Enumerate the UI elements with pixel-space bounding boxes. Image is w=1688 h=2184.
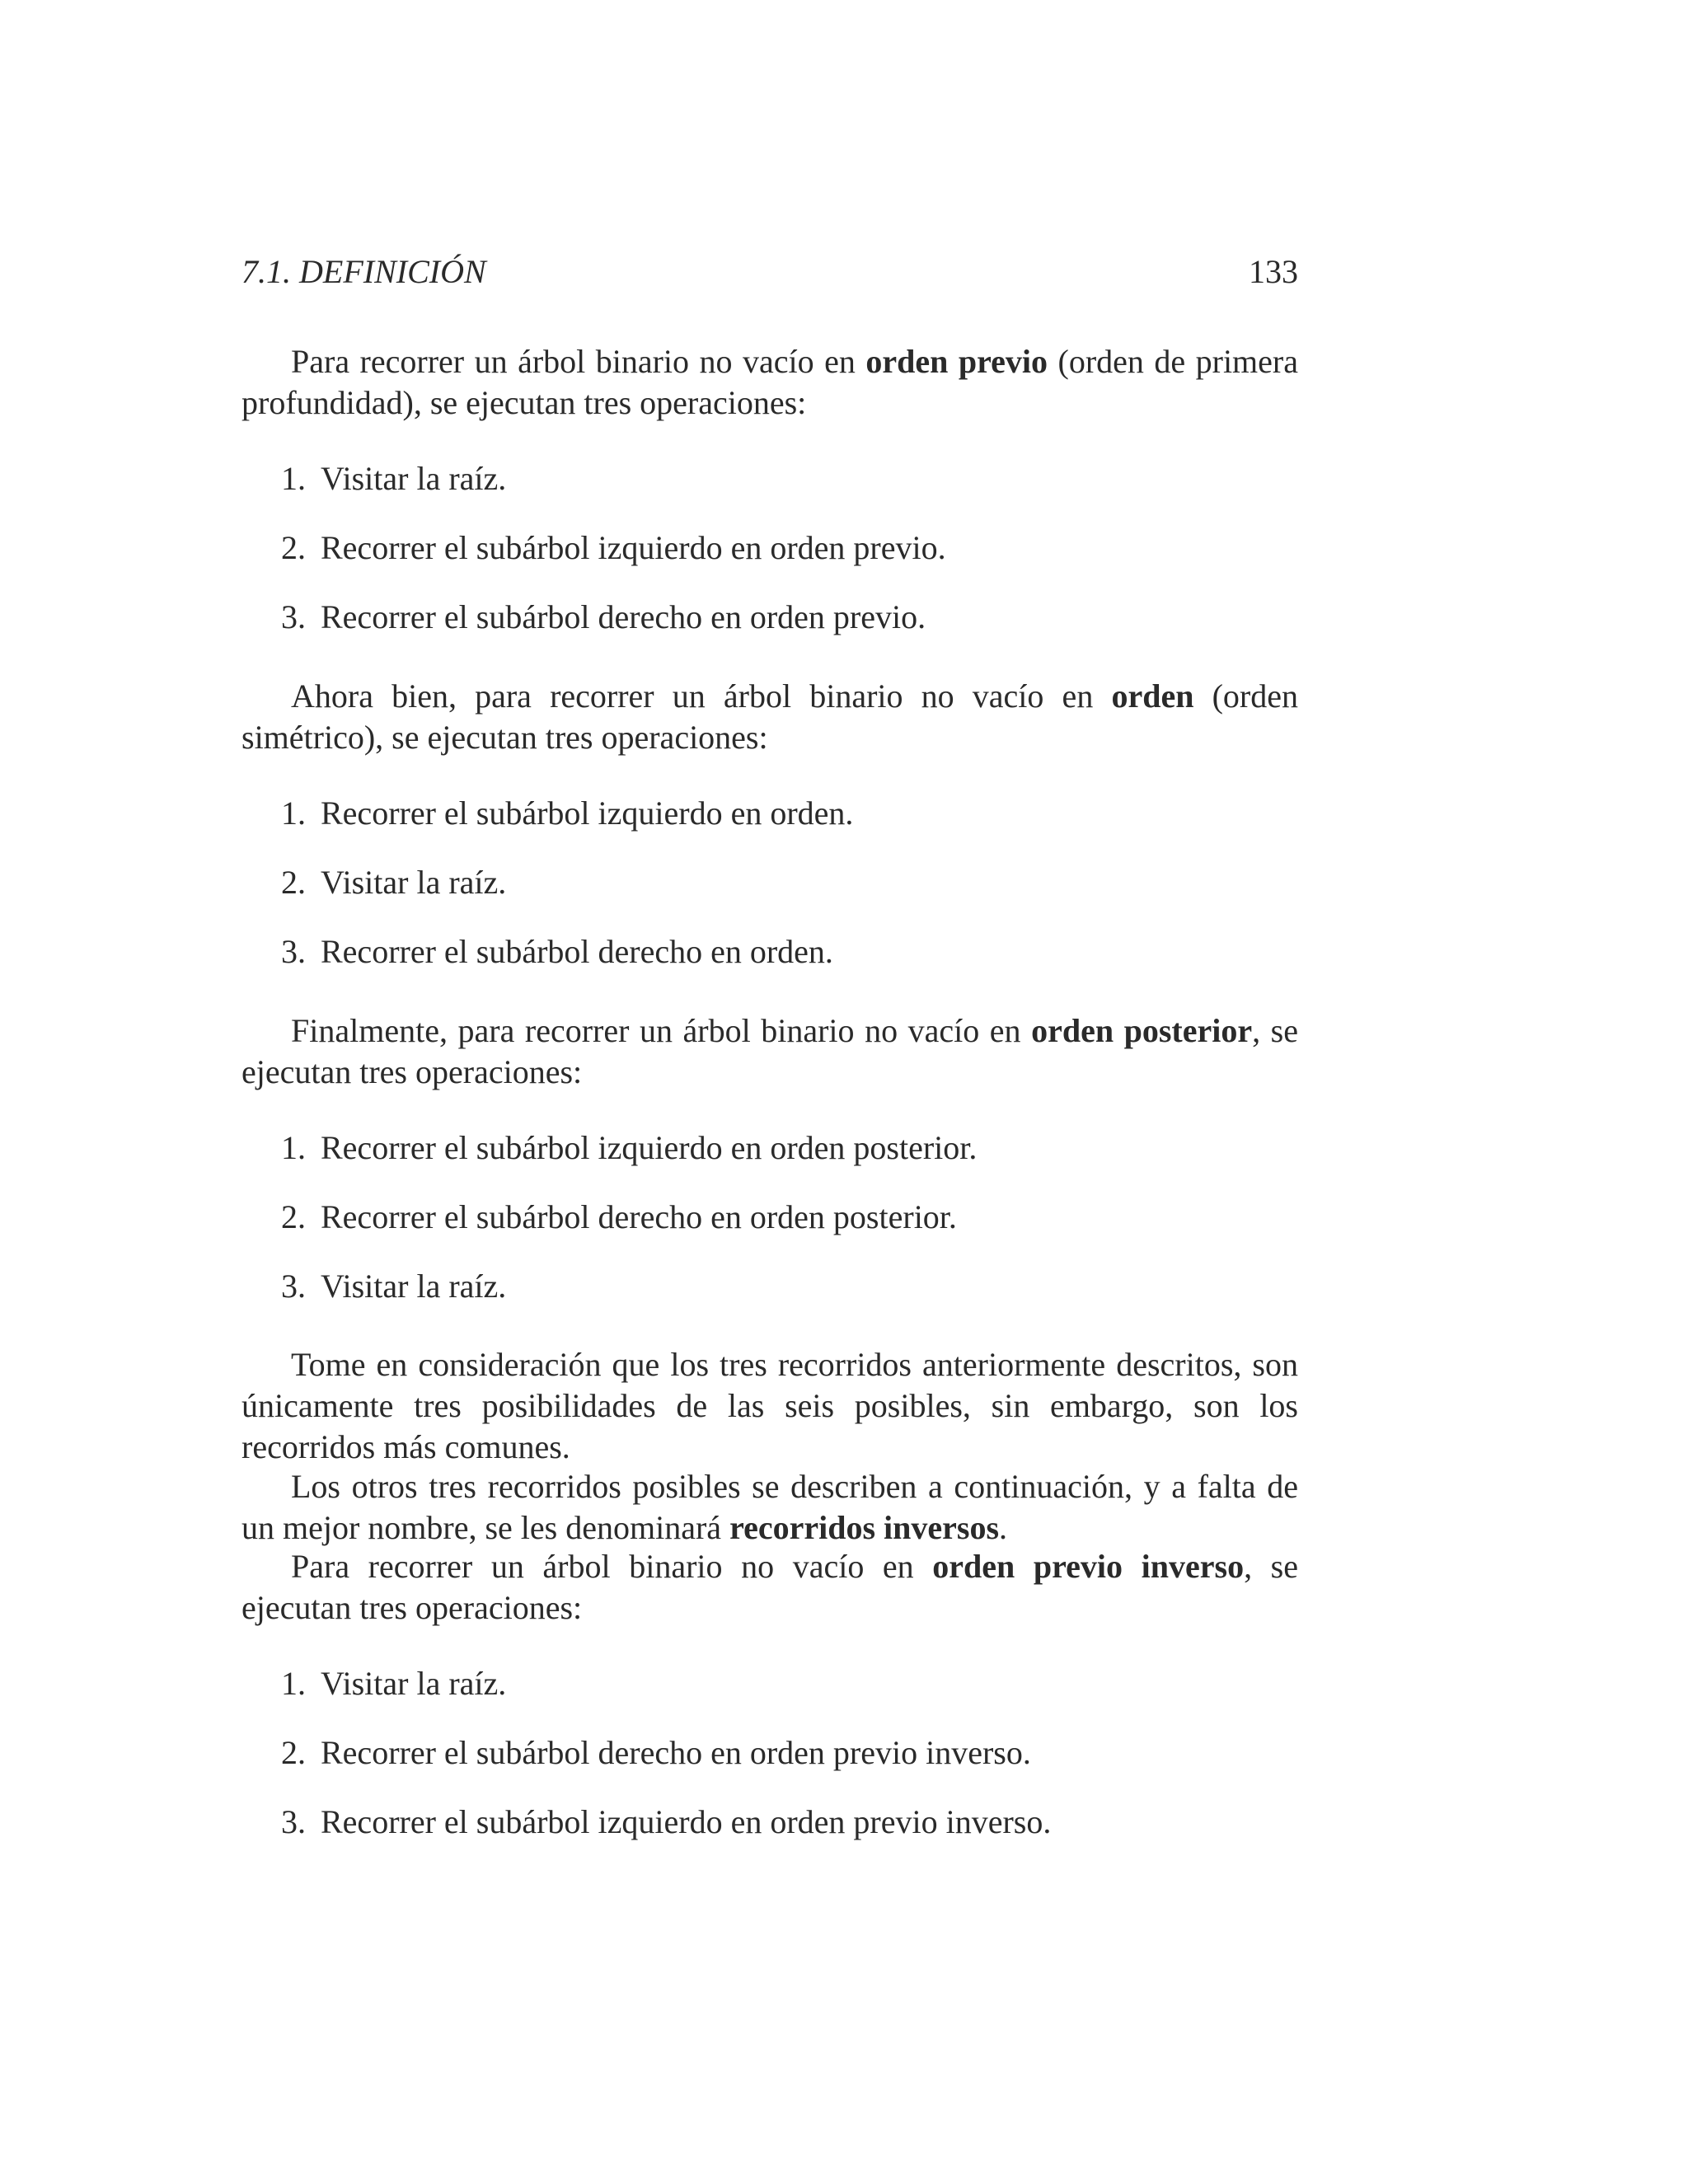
list-number: 2. [281, 529, 306, 566]
list-item-text: Recorrer el subárbol derecho en orden previo inverso. [321, 1734, 1031, 1771]
list-number: 1. [281, 1129, 306, 1166]
paragraph-orden-posterior [241, 1010, 1298, 1093]
list-number: 2. [281, 1734, 306, 1771]
paragraph-text: , se ejecutan tres operaciones: [241, 1548, 1298, 1626]
list-item [281, 931, 833, 972]
paragraph-text: , se ejecutan tres operaciones: [241, 1012, 1299, 1090]
list-item [281, 793, 853, 834]
list-item-text: Recorrer el subárbol izquierdo en orden previo inverso. [321, 1803, 1052, 1840]
paragraph-orden [241, 676, 1298, 758]
list-item [281, 1266, 506, 1307]
list-number: 3. [281, 1268, 306, 1305]
paragraph-text: (orden simétrico), se ejecutan tres operaciones: [241, 677, 1299, 756]
running-title: 7.1. DEFINICIÓN [241, 253, 486, 290]
list-item-text: Recorrer el subárbol izquierdo en orden. [321, 794, 854, 832]
paragraph-text: Tome en consideración que los tres recorridos anteriormente descritos, son únicamente tres posibilidades de las seis posibles, sin embargo, son los recorridos más comunes. [241, 1346, 1298, 1465]
list-item [281, 1127, 977, 1169]
paragraph-recorridos-inversos [241, 1466, 1298, 1549]
list-item-text: Visitar la raíz. [321, 460, 507, 497]
paragraph-consideracion [241, 1344, 1298, 1468]
paragraph-text: . [999, 1509, 1008, 1546]
list-item-text: Recorrer el subárbol derecho en orden posterior. [321, 1198, 957, 1235]
paragraph-text: Para recorrer un árbol binario no vacío en [291, 1548, 933, 1585]
list-number: 2. [281, 1198, 306, 1235]
list-item-text: Recorrer el subárbol derecho en orden previo. [321, 598, 926, 635]
bold-term: recorridos inversos [729, 1509, 1000, 1546]
list-item-text: Recorrer el subárbol izquierdo en orden previo. [321, 529, 946, 566]
list-number: 3. [281, 598, 306, 635]
page-number: 133 [1249, 253, 1298, 290]
list-item [281, 862, 506, 903]
list-item [281, 1663, 506, 1704]
list-number: 1. [281, 794, 306, 832]
list-number: 3. [281, 1803, 306, 1840]
paragraph-text: (orden de primera profundidad), se ejecutan tres operaciones: [241, 343, 1298, 421]
paragraph-text: Finalmente, para recorrer un árbol binario no vacío en [291, 1012, 1032, 1049]
list-item [281, 1802, 1051, 1843]
bold-term: orden previo [865, 343, 1048, 380]
paragraph-text: Para recorrer un árbol binario no vacío en [291, 343, 866, 380]
list-number: 1. [281, 460, 306, 497]
list-item [281, 458, 506, 499]
list-item [281, 597, 926, 638]
list-number: 2. [281, 864, 306, 901]
list-item-text: Visitar la raíz. [321, 864, 507, 901]
list-item-text: Recorrer el subárbol izquierdo en orden posterior. [321, 1129, 978, 1166]
bold-term: orden previo inverso [932, 1548, 1245, 1585]
page-header [241, 251, 1298, 293]
list-item [281, 1732, 1031, 1774]
bold-term: orden [1111, 677, 1194, 715]
paragraph-text: Ahora bien, para recorrer un árbol binario no vacío en [291, 677, 1112, 715]
list-item [281, 527, 946, 569]
paragraph-text: Los otros tres recorridos posibles se describen a continuación, y a falta de un mejor nombre, se les denominará [241, 1468, 1298, 1546]
list-item-text: Recorrer el subárbol derecho en orden. [321, 933, 833, 970]
list-item-text: Visitar la raíz. [321, 1268, 507, 1305]
paragraph-orden-previo-inverso [241, 1546, 1298, 1629]
list-item [281, 1197, 957, 1238]
paragraph-orden-previo [241, 341, 1298, 424]
list-number: 3. [281, 933, 306, 970]
list-number: 1. [281, 1665, 306, 1702]
list-item-text: Visitar la raíz. [321, 1665, 507, 1702]
bold-term: orden posterior [1031, 1012, 1253, 1049]
